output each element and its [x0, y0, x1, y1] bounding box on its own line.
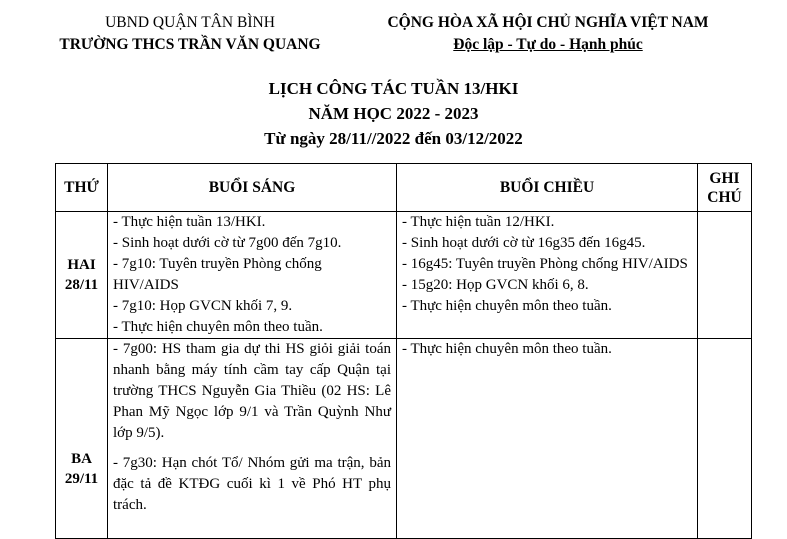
day-cell: [56, 212, 108, 339]
school-header: [40, 12, 340, 56]
schedule-title: LỊCH CÔNG TÁC TUẦN 13/HKI: [268, 79, 519, 98]
header-note: GHI CHÚ: [698, 164, 752, 212]
schedule-table: [55, 163, 752, 539]
table-row: [56, 339, 752, 539]
morning-item: - Sinh hoạt dưới cờ từ 7g00 đến 7g10.: [113, 235, 342, 251]
afternoon-item: - 16g45: Tuyên truyền Phòng chống HIV/AIDS: [402, 256, 688, 272]
afternoon-item: - Thực hiện chuyên môn theo tuần.: [402, 298, 612, 314]
morning-item: - Thực hiện tuần 13/HKI.: [113, 214, 266, 230]
morning-cell: [108, 339, 397, 539]
header-morning: BUỔI SÁNG: [108, 164, 397, 212]
school-year: NĂM HỌC 2022 - 2023: [308, 104, 479, 123]
table-header-row: [56, 164, 752, 212]
header-afternoon: BUỔI CHIỀU: [397, 164, 698, 212]
afternoon-item: - Thực hiện tuần 12/HKI.: [402, 214, 555, 230]
table-row: [56, 212, 752, 339]
morning-item: - 7g10: Tuyên truyền Phòng chống HIV/AIDS: [113, 256, 322, 293]
day-date: 29/11: [64, 470, 99, 487]
day-name: BA: [71, 450, 92, 467]
morning-item: - 7g00: HS tham gia dự thi HS giỏi giải toán nhanh bằng máy tính cầm tay cấp Quận tại trường THCS Nguyễn Gia Thiều (02 HS: Lê Phan Mỹ Ngọc lớp 9/1 và Trần Quỳnh Như lớp 9/5).: [113, 341, 391, 441]
date-range: Từ ngày 28/11//2022 đến 03/12/2022: [264, 129, 523, 148]
morning-item: - Thực hiện chuyên môn theo tuần.: [113, 319, 323, 335]
morning-item: - 7g30: Hạn chót Tổ/ Nhóm gửi ma trận, bản đặc tả đề KTĐG cuối kì 1 về Phó HT phụ trách.: [113, 455, 391, 513]
afternoon-cell: [397, 212, 698, 339]
afternoon-item: - 15g20: Họp GVCN khối 6, 8.: [402, 277, 589, 293]
note-cell: [698, 212, 752, 339]
national-title: CỘNG HÒA XÃ HỘI CHỦ NGHĨA VIỆT NAM: [387, 14, 709, 31]
national-motto: Độc lập - Tự do - Hạnh phúc: [453, 36, 643, 53]
morning-item: - 7g10: Họp GVCN khối 7, 9.: [113, 298, 293, 314]
school-name: TRƯỜNG THCS TRẦN VĂN QUANG: [59, 36, 321, 53]
day-cell: [56, 339, 108, 539]
district-name: UBND QUẬN TÂN BÌNH: [105, 14, 275, 31]
morning-cell: [108, 212, 397, 339]
national-header: [366, 12, 730, 56]
day-name: HAI: [67, 257, 96, 273]
note-cell: [698, 339, 752, 539]
header-day: THỨ: [56, 164, 108, 212]
afternoon-cell: [397, 339, 698, 539]
afternoon-item: - Sinh hoạt dưới cờ từ 16g35 đến 16g45.: [402, 235, 646, 251]
day-date: 28/11: [64, 277, 99, 293]
afternoon-item: - Thực hiện chuyên môn theo tuần.: [402, 341, 612, 357]
